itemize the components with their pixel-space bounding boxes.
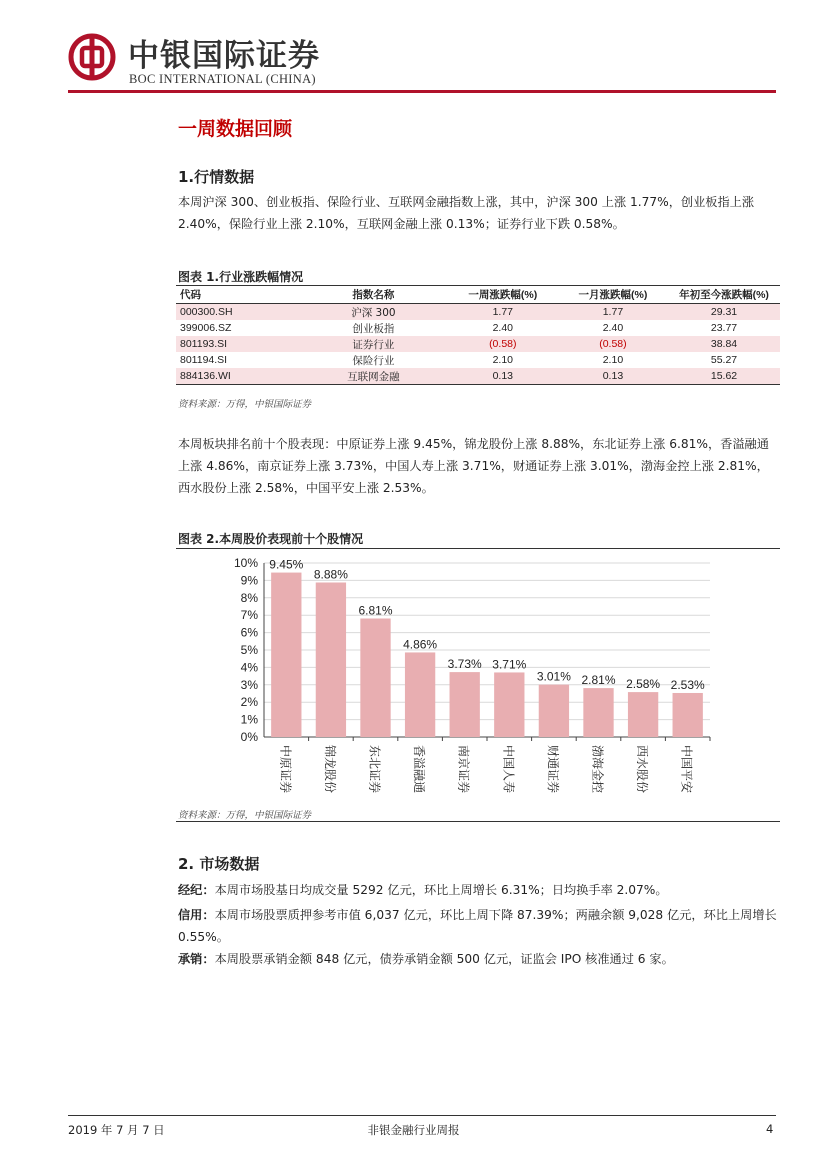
table-source: 资料来源：万得，中银国际证券 xyxy=(178,399,312,410)
data-label: 2.81% xyxy=(581,673,616,688)
cell-week: 0.13 xyxy=(448,368,558,385)
y-tick-label: 7% xyxy=(240,608,258,623)
data-label: 2.58% xyxy=(626,677,661,692)
table-row xyxy=(176,352,780,368)
section-title: 一周数据回顾 xyxy=(178,118,293,140)
credit-label: 信用： xyxy=(178,908,215,922)
col-header-code: 代码 xyxy=(176,286,299,304)
bar xyxy=(450,672,480,737)
footer-page-number: 4 xyxy=(766,1122,774,1136)
cell-name: 沪深 300 xyxy=(299,304,448,321)
market-data-heading: 2. 市场数据 xyxy=(178,855,260,873)
y-tick-label: 2% xyxy=(240,695,258,710)
footer-date: 2019 年 7 月 7 日 xyxy=(68,1123,165,1137)
cell-ytd: 15.62 xyxy=(668,368,780,385)
data-label: 6.81% xyxy=(358,603,393,618)
data-label: 4.86% xyxy=(403,637,438,652)
cell-week: 2.40 xyxy=(492,322,513,334)
cell-ytd: 29.31 xyxy=(668,304,780,321)
bar xyxy=(271,573,301,737)
market-heading: 1.行情数据 xyxy=(178,168,255,186)
y-tick-label: 8% xyxy=(240,590,258,605)
credit-paragraph xyxy=(178,904,778,948)
table-header-row xyxy=(176,286,780,304)
category-label: 南京证券 xyxy=(456,745,471,794)
category-label: 锦龙股份 xyxy=(322,745,337,794)
bar xyxy=(360,619,390,737)
cell-week: 1.77 xyxy=(448,304,558,321)
cell-code: 884136.WI xyxy=(176,368,299,385)
category-label: 中原证券 xyxy=(278,745,293,794)
cell-month: (0.58) xyxy=(558,336,668,352)
cell-month: 2.10 xyxy=(602,354,624,366)
data-label: 2.53% xyxy=(670,677,705,692)
category-label: 西水股份 xyxy=(635,745,650,794)
category-label: 渤海金控 xyxy=(590,745,605,794)
cell-name: 证券行业 xyxy=(299,336,448,352)
market-paragraph: 本周沪深 300、创业板指、保险行业、互联网金融指数上涨，其中，沪深 300 上涨 1.77%，创业板指上涨 2.40%，保险行业上涨 2.10%，互联网金融上涨 0.13%；证券行业下跌 0.58%。 xyxy=(178,195,755,231)
brokerage-paragraph xyxy=(178,879,778,901)
cell-month: 2.40 xyxy=(602,322,624,334)
y-tick-label: 1% xyxy=(240,712,258,727)
y-tick-label: 4% xyxy=(240,660,258,675)
table-row xyxy=(176,320,780,336)
bar xyxy=(539,685,569,737)
credit-text: 本周市场股票质押参考市值 6,037 亿元，环比上周下降 87.39%；两融余额 9,028 亿元，环比上周增长 0.55%。 xyxy=(178,908,777,944)
cell-ytd: 38.84 xyxy=(668,336,780,352)
table-row xyxy=(176,336,780,352)
data-label: 3.73% xyxy=(447,657,482,672)
cell-name: 互联网金融 xyxy=(299,368,448,385)
table-row xyxy=(176,368,780,385)
boc-logo-icon xyxy=(68,33,116,81)
y-tick-label: 10% xyxy=(233,556,258,570)
cell-code: 399006.SZ xyxy=(180,322,232,334)
category-label: 中国平安 xyxy=(679,745,694,794)
chart-title: 图表 2.本周股价表现前十个股情况 xyxy=(178,532,364,546)
y-tick-label: 3% xyxy=(240,677,258,692)
chart-source: 资料来源：万得，中银国际证券 xyxy=(178,810,312,821)
footer-title: 非银金融行业周报 xyxy=(367,1123,460,1137)
brokerage-text: 本周市场股基日均成交量 5292 亿元，环比上周增长 6.31%；日均换手率 2.07%。 xyxy=(214,883,668,897)
cell-name: 保险行业 xyxy=(352,354,395,367)
bar xyxy=(494,672,524,737)
industry-table xyxy=(176,285,780,385)
cell-week: 2.10 xyxy=(492,354,513,366)
chart-frame xyxy=(176,548,780,822)
bar xyxy=(405,652,435,737)
top10-bar-chart xyxy=(176,549,780,819)
y-tick-label: 5% xyxy=(240,643,258,657)
cell-month: 0.13 xyxy=(558,368,668,385)
col-header-month: 一月涨跌幅(%) xyxy=(558,286,668,304)
underwriting-label: 承销： xyxy=(178,952,215,966)
brokerage-label: 经纪： xyxy=(178,883,215,897)
cell-code: 801193.SI xyxy=(176,336,299,352)
bar xyxy=(583,688,613,737)
table-title: 图表 1.行业涨跌幅情况 xyxy=(178,270,304,284)
category-label: 东北证券 xyxy=(367,745,382,794)
cell-code: 801194.SI xyxy=(180,354,228,366)
cell-ytd: 23.77 xyxy=(710,322,738,334)
data-label: 8.88% xyxy=(313,567,348,582)
data-label: 3.71% xyxy=(492,657,527,672)
bar xyxy=(316,582,346,737)
y-tick-label: 6% xyxy=(240,625,258,640)
company-name-cn: 中银国际证券 xyxy=(128,38,320,74)
cell-name: 创业板指 xyxy=(352,322,395,335)
y-tick-label: 0% xyxy=(240,730,258,744)
company-name-en: BOC INTERNATIONAL (CHINA) xyxy=(129,72,316,86)
cell-month: 1.77 xyxy=(558,304,668,321)
cell-code: 000300.SH xyxy=(176,304,299,321)
bar xyxy=(673,693,703,737)
header-divider xyxy=(68,90,776,93)
cell-week: (0.58) xyxy=(448,336,558,352)
table-row xyxy=(176,304,780,321)
col-header-name: 指数名称 xyxy=(299,286,448,304)
top10-paragraph: 本周板块排名前十个股表现：中原证券上涨 9.45%，锦龙股份上涨 8.88%，东北证券上涨 6.81%，香溢融通上涨 4.86%，南京证券上涨 3.73%，中国人寿上涨 3.71%，财通证券上涨 3.01%，渤海金控上涨 2.81%，西水股份上涨 2.58%，中国平安上涨 2.53%。 xyxy=(178,437,769,495)
data-label: 3.01% xyxy=(536,669,571,684)
underwriting-paragraph xyxy=(178,948,778,970)
y-tick-label: 9% xyxy=(240,573,258,588)
bar xyxy=(628,692,658,737)
category-label: 财通证券 xyxy=(545,745,560,794)
footer-divider xyxy=(68,1115,776,1116)
underwriting-text: 本周股票承销金额 848 亿元，债券承销金额 500 亿元，证监会 IPO 核准通过 6 家。 xyxy=(214,952,674,966)
col-header-ytd: 年初至今涨跌幅(%) xyxy=(668,286,780,304)
category-label: 中国人寿 xyxy=(501,745,516,794)
data-label: 9.45% xyxy=(269,557,304,572)
category-label: 香溢融通 xyxy=(412,745,427,794)
col-header-week: 一周涨跌幅(%) xyxy=(448,286,558,304)
cell-ytd: 55.27 xyxy=(710,354,738,366)
